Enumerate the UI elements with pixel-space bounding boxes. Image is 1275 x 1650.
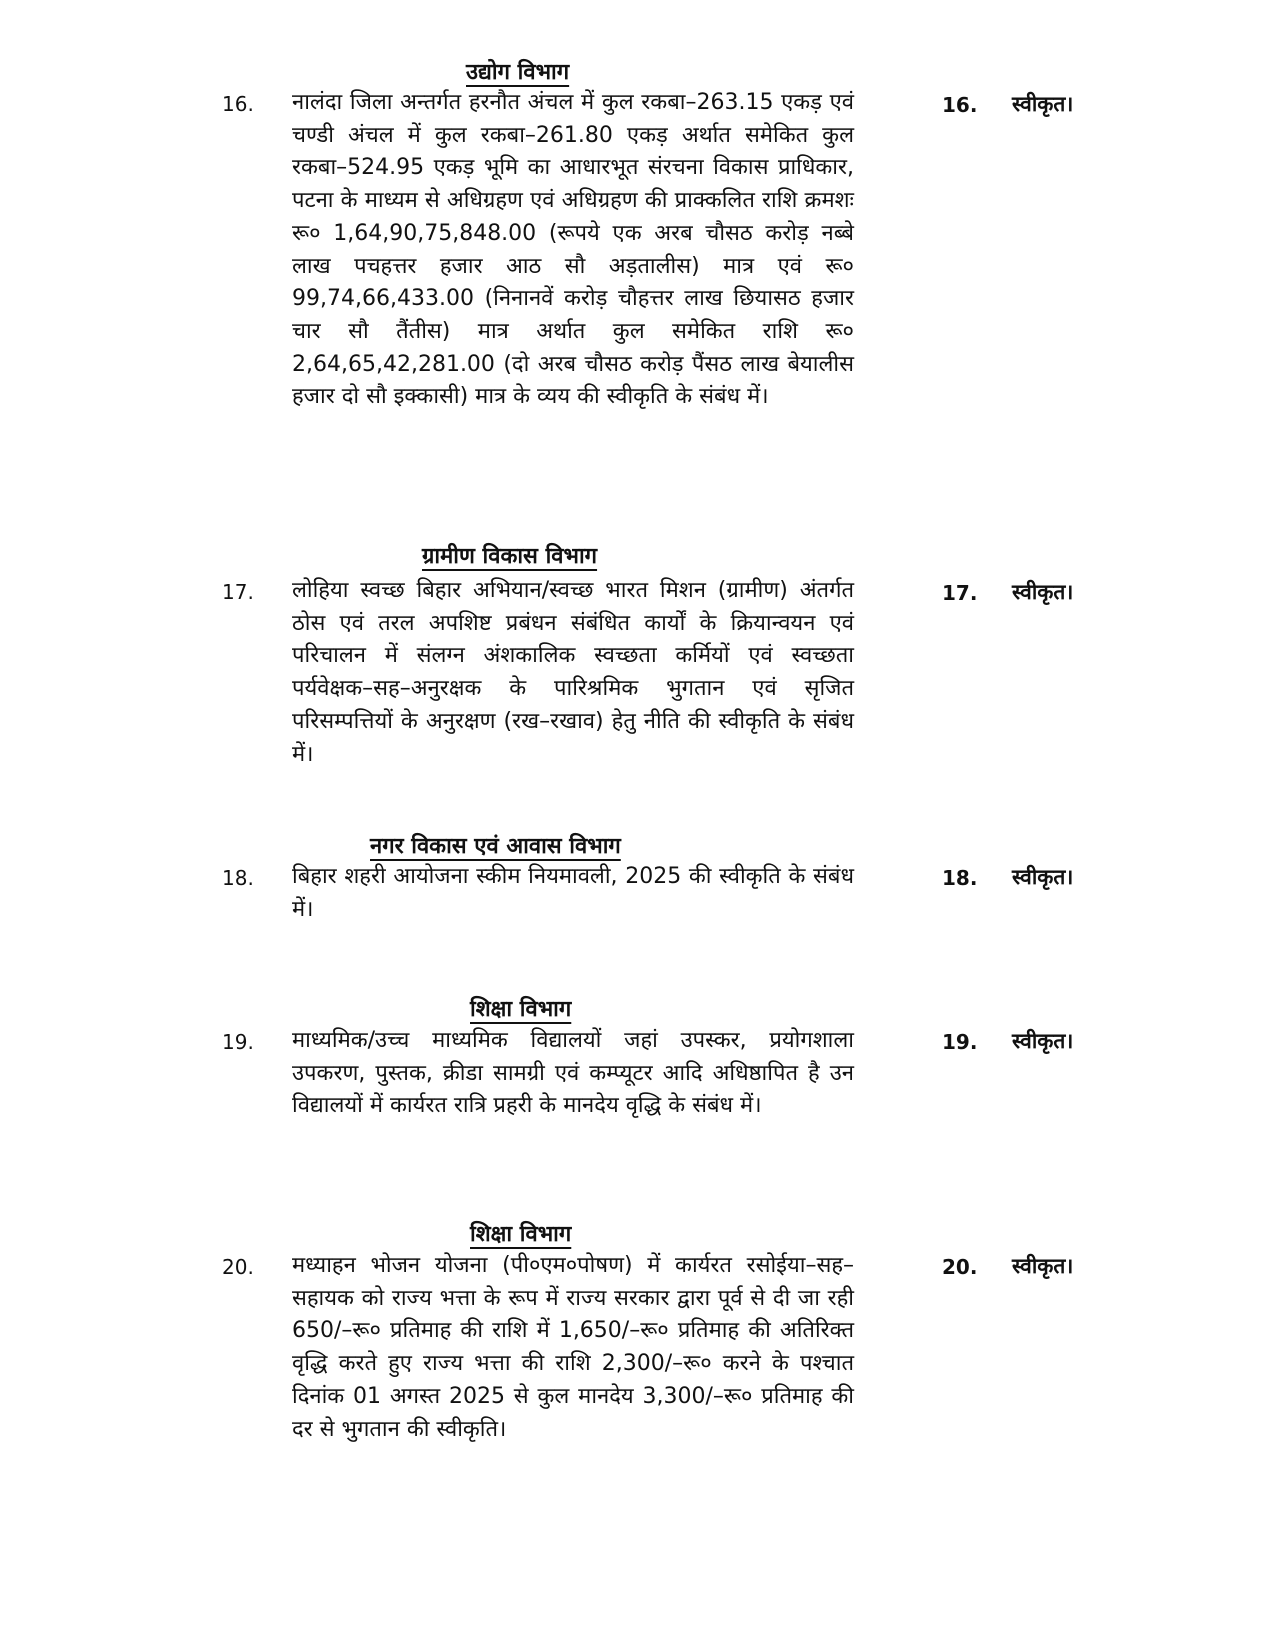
item-description: लोहिया स्वच्छ बिहार अभियान/स्वच्छ भारत मिशन (ग्रामीण) अंतर्गत ठोस एवं तरल अपशिष्ट प्रबंधन संबंधित कार्यों के क्रियान्वयन एवं परिचालन में संलग्न अंशकालिक स्वच्छता कर्मियों एवं स्वच्छता पर्यवेक्षक–सह–अनुरक्षक के पारिश्रमिक भुगतान एवं सृजित परिसम्पत्तियों के अनुरक्षण (रख–रखाव) हेतु नीति की स्वीकृति के संबंध में। xyxy=(292,578,854,767)
decision-number: 18. xyxy=(942,866,978,890)
decision-status: स्वीकृत। xyxy=(1012,580,1074,604)
item-number: 18. xyxy=(222,866,254,890)
item-description: नालंदा जिला अन्तर्गत हरनौत अंचल में कुल रकबा–263.15 एकड़ एवं चण्डी अंचल में कुल रकबा–261.80 एकड़ अर्थात समेकित कुल रकबा–524.95 एकड़ भूमि का आधारभूत संरचना विकास प्राधिकार, पटना के माध्यम से अधिग्रहण एवं अधिग्रहण की प्राक्कलित राशि क्रमशः रू० 1,64,90,75,848.00 (रूपये एक अरब चौसठ करोड़ नब्बे लाख पचहत्तर हजार आठ सौ अड़तालीस) मात्र एवं रू० 99,74,66,433.00 (निनानवें करोड़ चौहत्तर लाख छियासठ हजार चार सौ तैंतीस) मात्र अर्थात कुल समेकित राशि रू० 2,64,65,42,281.00 (दो अरब चौसठ करोड़ पैंसठ लाख बेयालीस हजार दो सौ इक्कासी) मात्र के व्यय की स्वीकृति के संबंध में। xyxy=(292,90,854,410)
decision-status: स्वीकृत। xyxy=(1012,92,1074,116)
decision-status: स्वीकृत। xyxy=(1012,865,1074,889)
item-description: बिहार शहरी आयोजना स्कीम नियमावली, 2025 की स्वीकृति के संबंध में। xyxy=(292,864,854,922)
item-number: 20. xyxy=(222,1255,254,1279)
decision-number: 19. xyxy=(942,1030,978,1054)
department-heading: नगर विकास एवं आवास विभाग xyxy=(370,834,621,859)
decision-number: 16. xyxy=(942,93,978,117)
department-heading: शिक्षा विभाग xyxy=(470,1222,572,1247)
decision-status: स्वीकृत। xyxy=(1012,1029,1074,1053)
decision-number: 20. xyxy=(942,1255,978,1279)
department-heading: ग्रामीण विकास विभाग xyxy=(422,544,598,569)
department-heading: शिक्षा विभाग xyxy=(470,997,572,1022)
department-heading: उद्योग विभाग xyxy=(466,60,570,85)
item-number: 17. xyxy=(222,580,254,604)
item-number: 19. xyxy=(222,1030,254,1054)
item-number: 16. xyxy=(222,92,254,116)
item-description: मध्याहन भोजन योजना (पी०एम०पोषण) में कार्यरत रसोईया–सह–सहायक को राज्य भत्ता के रूप में राज्य सरकार द्वारा पूर्व से दी जा रही 650/–रू० प्रतिमाह की राशि में 1,650/–रू० प्रतिमाह की अतिरिक्त वृद्धि करते हुए राज्य भत्ता की राशि 2,300/–रू० करने के पश्चात दिनांक 01 अगस्त 2025 से कुल मानदेय 3,300/–रू० प्रतिमाह की दर से भुगतान की स्वीकृति। xyxy=(292,1253,854,1442)
decision-number: 17. xyxy=(942,581,978,605)
decision-status: स्वीकृत। xyxy=(1012,1254,1074,1278)
item-description: माध्यमिक/उच्च माध्यमिक विद्यालयों जहां उपस्कर, प्रयोगशाला उपकरण, पुस्तक, क्रीडा सामग्री एवं कम्प्यूटर आदि अधिष्ठापित है उन विद्यालयों में कार्यरत रात्रि प्रहरी के मानदेय वृद्धि के संबंध में। xyxy=(292,1028,854,1119)
